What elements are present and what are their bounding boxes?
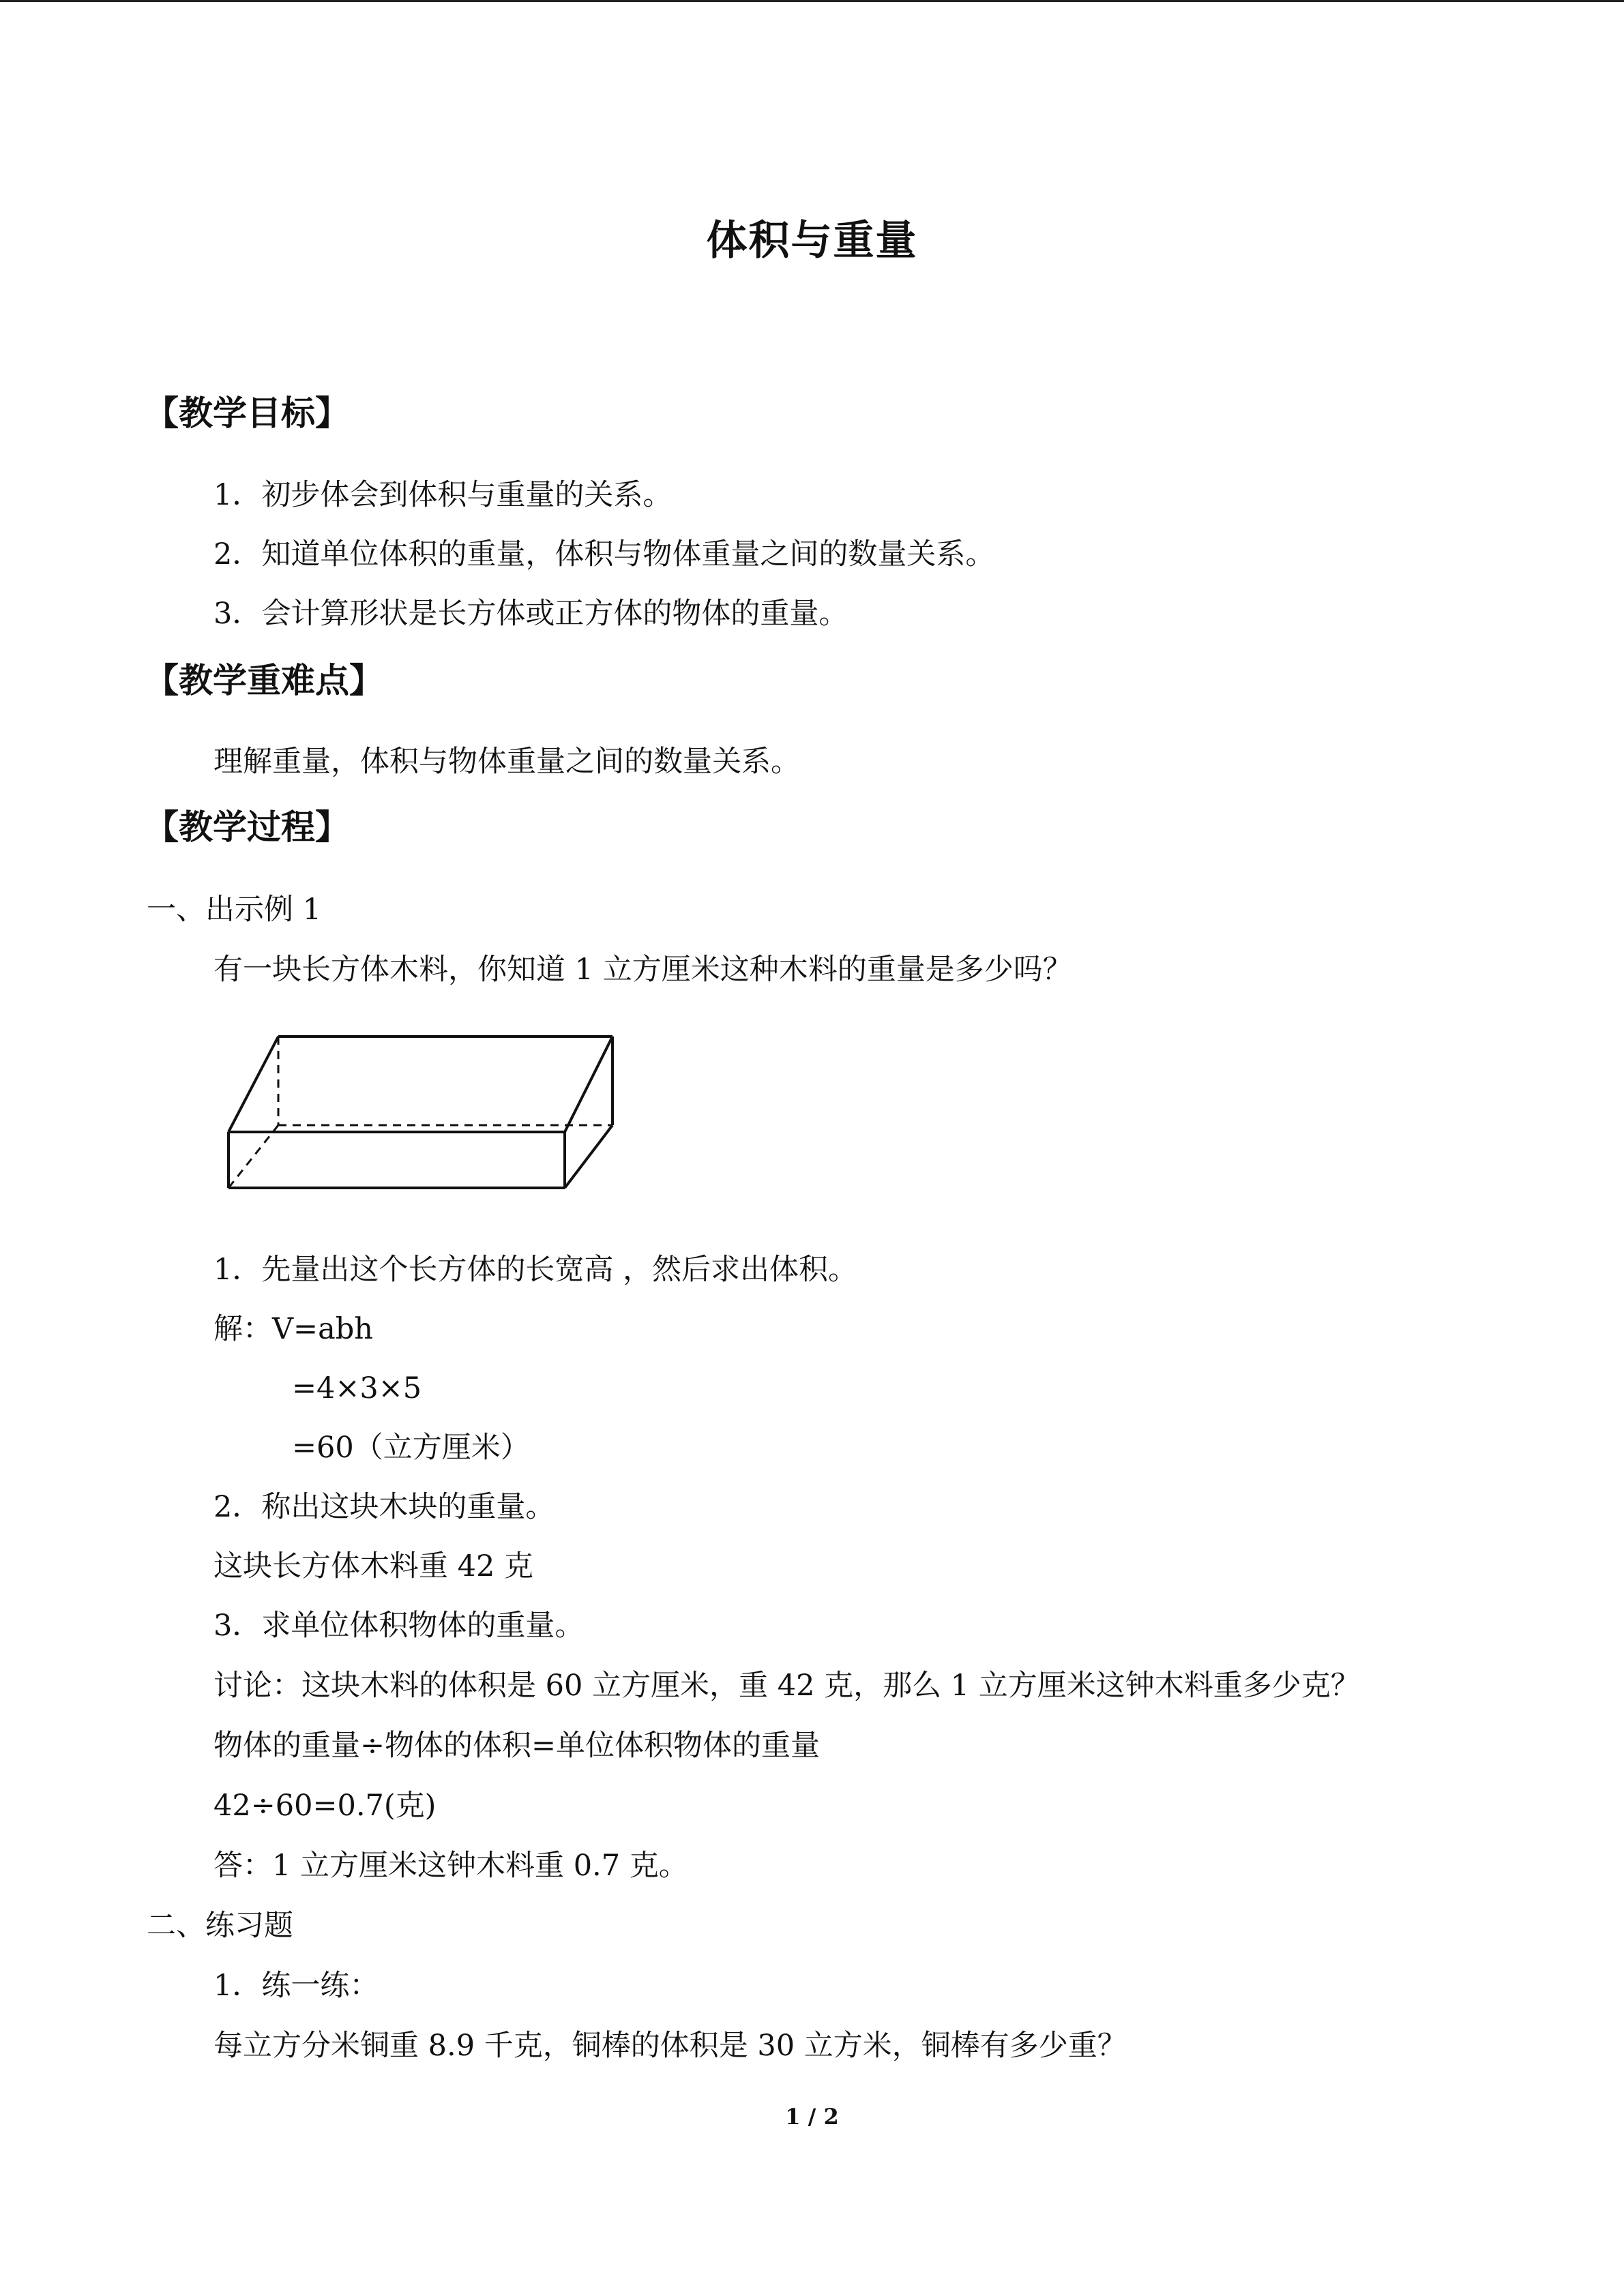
- key-points-text: 理解重量，体积与物体重量之间的数量关系。: [213, 745, 800, 779]
- part1-step2: 2．称出这块木块的重量。: [213, 1490, 555, 1524]
- part1-step3: 3．求单位体积物体的重量。: [213, 1609, 585, 1643]
- heading-objectives: 【教学目标】: [145, 393, 349, 433]
- cuboid-edge-bottom-right: [565, 1125, 612, 1188]
- part2-title: 二、练习题: [147, 1909, 293, 1943]
- top-border-line: [0, 0, 1624, 2]
- part2-practice-label: 1．练一练：: [213, 1969, 379, 2003]
- part1-weight: 这块长方体木料重 42 克: [213, 1549, 534, 1583]
- part1-step1: 1．先量出这个长方体的长宽高 ，然后求出体积。: [213, 1253, 858, 1287]
- objective-item-2: 2．知道单位体积的重量，体积与物体重量之间的数量关系。: [213, 537, 995, 571]
- solution-line-1: 解：V=abh: [213, 1312, 373, 1346]
- page-title: 体积与重量: [706, 217, 918, 265]
- part1-question: 有一块长方体木料，你知道 1 立方厘米这种木料的重量是多少吗？: [213, 953, 1072, 987]
- part1-title: 一、出示例 1: [147, 893, 322, 927]
- solution-line-3: =60（立方厘米）: [292, 1431, 530, 1465]
- objective-item-1: 1．初步体会到体积与重量的关系。: [213, 478, 673, 512]
- cuboid-edge-top-right: [565, 1037, 612, 1132]
- heading-process: 【教学过程】: [145, 807, 349, 847]
- page-number: 1 / 2: [785, 2104, 839, 2130]
- solution-line-2: =4×3×5: [292, 1371, 422, 1405]
- part1-calculation: 42÷60=0.7(克): [213, 1789, 437, 1823]
- part1-formula: 物体的重量÷物体的体积=单位体积物体的重量: [213, 1729, 821, 1763]
- part2-practice-question: 每立方分米铜重 8.9 千克，铜棒的体积是 30 立方米，铜棒有多少重？: [213, 2029, 1127, 2063]
- objective-item-3: 3．会计算形状是长方体或正方体的物体的重量。: [213, 597, 848, 631]
- cuboid-edge-top-left: [228, 1037, 278, 1132]
- cuboid-figure: [224, 1030, 619, 1193]
- part1-discussion: 讨论：这块木料的体积是 60 立方厘米，重 42 克，那么 1 立方厘米这钟木料重多少克？: [213, 1669, 1360, 1703]
- heading-key-points: 【教学重难点】: [145, 661, 383, 700]
- cuboid-hidden-diagonal: [228, 1125, 278, 1188]
- part1-answer: 答：1 立方厘米这钟木料重 0.7 克。: [213, 1849, 688, 1883]
